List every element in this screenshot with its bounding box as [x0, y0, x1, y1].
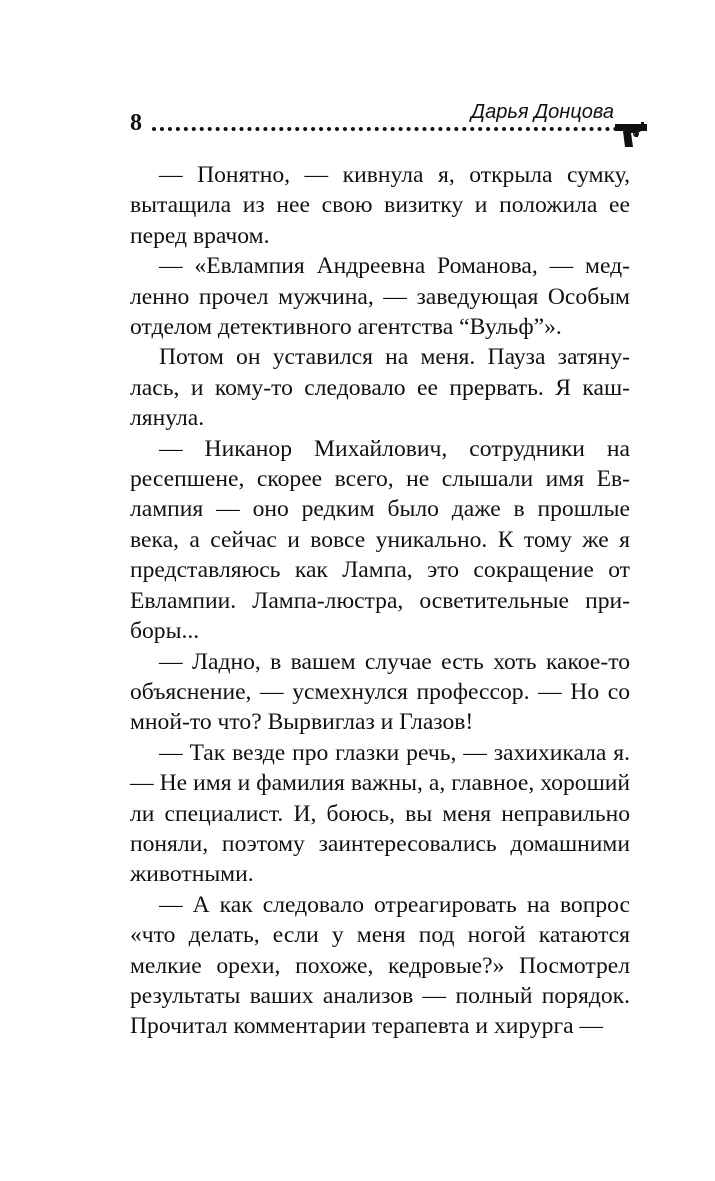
running-header [130, 100, 650, 150]
page-number: 8 [130, 110, 142, 136]
dotted-rule [152, 127, 618, 131]
paragraph: — Никанор Михайлович, сотрудники на ресепшене, скорее всего, не слышали имя Евлампия — оно редким было даже в прошлые века, а сейчас и вовсе уникально. К тому же я представляюсь как Лампа, это сокращение от Евлампии. Лампа-люстра, осветительные приборы... [130, 435, 630, 645]
paragraph: — Понятно, — кивнула я, открыла сумку, вытащила из нее свою визитку и положила ее перед врачом. [130, 162, 630, 249]
body-text [130, 160, 630, 1042]
paragraph: — А как следовало отреагировать на вопрос «что делать, если у меня под ногой катаются мелкие орехи, похоже, кедровые?» Посмотрел результаты ваших анализов — полный порядок. Прочитал комментарии терапевта и хирурга — [130, 891, 630, 1040]
paragraph: — Ладно, в вашем случае есть хоть какое-то объяснение, — усмехнулся профессор. — Но со мной-то что? Вырвиглаз и Глазов! [130, 648, 630, 736]
paragraph: — Так везде про глазки речь, — захихикала я. — Не имя и фамилия важны, а, главное, хороший ли специалист. И, боюсь, вы меня неправильно поняли, поэтому заинтересовались домашними животными. [130, 739, 630, 888]
pistol-icon [614, 120, 650, 150]
author-name: Дарья Донцова [471, 101, 614, 123]
paragraph: Потом он уставился на меня. Пауза затянулась, и кому-то следовало ее прервать. Я кашлянула. [130, 344, 630, 432]
paragraph: — «Евлампия Андреевна Романова, — медленно прочел мужчина, — заведующая Особым отделом детективного агентства “Вульф”». [130, 253, 630, 341]
